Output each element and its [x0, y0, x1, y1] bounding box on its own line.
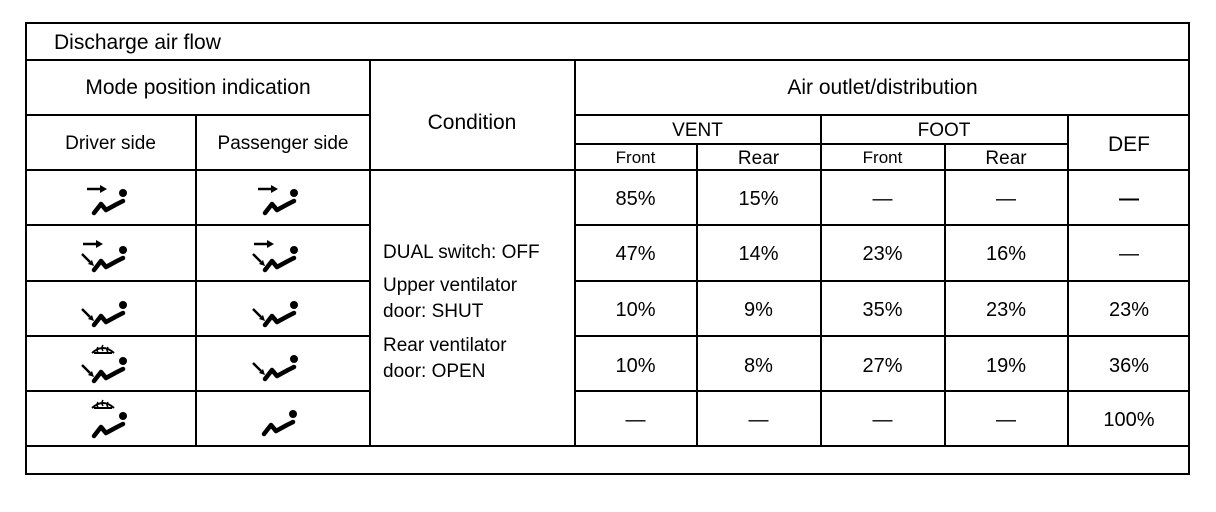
- col-rule-1: [195, 114, 197, 446]
- vent-front-value: 85%: [615, 188, 656, 210]
- foot-mode-icon: [249, 345, 303, 385]
- foot-front-value: 27%: [862, 355, 903, 377]
- foot-rear-value: 16%: [985, 243, 1027, 265]
- seat-only-icon: [258, 400, 302, 440]
- passenger-side-header: Passenger side: [217, 133, 349, 154]
- rule-row-2: [25, 280, 370, 282]
- foot-rear-value: —: [996, 188, 1016, 210]
- vent-mode-icon: [253, 180, 303, 220]
- condition-header: Condition: [427, 111, 517, 134]
- vent-rear-value: 15%: [738, 188, 779, 210]
- condition-line: door: OPEN: [383, 361, 486, 382]
- rule-row-2b: [574, 280, 1190, 282]
- foot-rear-value: 19%: [985, 355, 1027, 377]
- table-title: Discharge air flow: [54, 31, 221, 54]
- vent-front-value: 10%: [615, 299, 656, 321]
- foot-front-value: —: [872, 188, 893, 210]
- def-value: 23%: [1108, 299, 1150, 321]
- air-outlet-header: Air outlet/distribution: [787, 76, 978, 99]
- vent-header: VENT: [672, 120, 723, 141]
- vent-rear-header: Rear: [737, 148, 780, 169]
- rule-header-end: [25, 169, 1190, 171]
- driver-side-header: Driver side: [65, 133, 156, 154]
- rule-header-1: [25, 114, 370, 116]
- rule-row-5: [25, 445, 1190, 447]
- foot-front-value: 23%: [862, 243, 903, 265]
- foot-rear-header: Rear: [985, 148, 1027, 169]
- vent-front-value: 10%: [615, 355, 656, 377]
- condition-line: Rear ventilator: [383, 335, 507, 356]
- condition-line: Upper ventilator: [383, 275, 518, 296]
- vent-rear-value: —: [748, 409, 769, 431]
- vent-rear-value: 8%: [744, 355, 773, 377]
- vent-front-header: Front: [615, 148, 656, 167]
- foot-defrost-mode-icon: [78, 341, 132, 387]
- bi-level-mode-icon: [78, 236, 132, 276]
- foot-mode-icon: [78, 291, 132, 331]
- def-header: DEF: [1108, 133, 1150, 156]
- col-rule-7: [1067, 114, 1069, 446]
- rule-row-1: [25, 224, 370, 226]
- condition-line: door: SHUT: [383, 301, 484, 322]
- foot-front-value: 35%: [862, 299, 903, 321]
- def-value: 36%: [1108, 355, 1150, 377]
- def-value: —: [1119, 188, 1139, 210]
- vent-front-value: 47%: [615, 243, 656, 265]
- vent-rear-value: 14%: [738, 243, 779, 265]
- foot-front-header: Front: [862, 148, 903, 167]
- foot-rear-value: —: [996, 409, 1016, 431]
- vent-rear-value: 9%: [744, 299, 773, 321]
- vent-front-value: —: [625, 409, 646, 431]
- rule-row-4: [25, 390, 370, 392]
- rule-air-outlet: [574, 114, 1190, 116]
- rule-row-3: [25, 335, 370, 337]
- condition-line: DUAL switch: OFF: [383, 242, 540, 263]
- foot-front-value: —: [872, 409, 893, 431]
- foot-mode-icon: [249, 291, 303, 331]
- def-value: —: [1119, 243, 1139, 265]
- rule-row-1b: [574, 224, 1190, 226]
- rule-title: [25, 59, 1190, 61]
- mode-position-header: Mode position indication: [85, 76, 311, 99]
- bi-level-mode-icon: [249, 236, 303, 276]
- vent-mode-icon: [82, 180, 132, 220]
- rule-row-4b: [574, 390, 1190, 392]
- rule-row-3b: [574, 335, 1190, 337]
- defrost-mode-icon: [84, 396, 132, 442]
- foot-rear-value: 23%: [985, 299, 1027, 321]
- def-value: 100%: [1103, 409, 1155, 431]
- foot-header: FOOT: [917, 120, 971, 141]
